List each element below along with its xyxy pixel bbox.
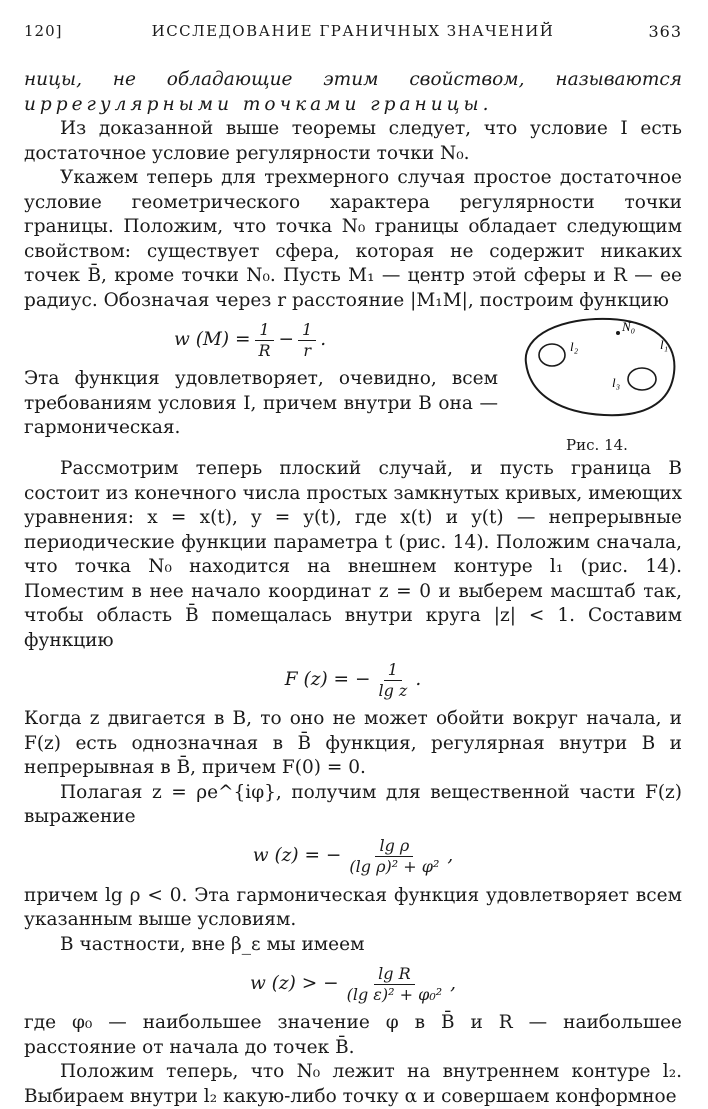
denominator: R (258, 340, 271, 360)
label-l1: l₁ (660, 337, 669, 352)
punctuation: . (415, 668, 422, 690)
denominator: (lg ε)² + φ₀² (346, 984, 443, 1004)
paragraph-9: В частности, вне β_ε мы имеем (60, 933, 365, 955)
numerator: 1 (298, 320, 316, 341)
formula-lhs: w (M) = (174, 328, 251, 350)
formula-lhs: F (z) = − (284, 668, 371, 690)
fraction (298, 320, 316, 361)
figure-14 (512, 313, 682, 457)
spaced-term: иррегулярными точками границы. (24, 93, 493, 115)
inner-contour-l3 (628, 368, 656, 390)
fraction (345, 836, 443, 877)
paragraph-8: причем lg ρ < 0. Эта гармоническая функция удовлетворяет всем указанным выше условиям. (24, 884, 682, 930)
section-number: 120] (24, 22, 63, 40)
formula-lhs: w (z) > − (249, 972, 339, 994)
label-n0: N₀ (622, 319, 636, 334)
contour-diagram (512, 313, 682, 423)
page-number: 363 (648, 22, 682, 41)
numerator: lg ρ (375, 836, 413, 857)
numerator: 1 (255, 320, 273, 341)
paragraph-3: Укажем теперь для трехмерного случая простое достаточное условие геометрического характера регулярности точки границы. Положим, что точка N₀ границы обладает следующим свойством: существует сфера, которая не содержит никаких точек B̄, кроме точки N₀. Пусть M₁ — центр этой сферы и R — ее радиус. Обозначая через r расстояние |M₁M|, построим функцию (24, 167, 682, 311)
label-l2: l₂ (570, 339, 579, 354)
running-header (24, 20, 682, 44)
punctuation: . (320, 328, 327, 350)
point-n0 (616, 331, 620, 335)
numerator: 1 (384, 660, 402, 681)
denominator: r (303, 340, 311, 360)
label-l3: l₃ (612, 375, 621, 390)
paragraph-1 (24, 68, 682, 117)
fraction (374, 660, 411, 701)
paragraph-5: Рассмотрим теперь плоский случай, и пусть граница B состоит из конечного числа простых замкнутых кривых, имеющих уравнения: x = x(t), y = y(t), где x(t) и y(t) — непрерывные периодические функции параметра t (рис. 14). Положим сначала, что точка N₀ находится на внешнем контуре l₁ (рис. 14). Поместим в нее начало координат z = 0 и выберем масштаб так, чтобы область B̄ помещалась внутри круга |z| < 1. Составим функцию (24, 458, 682, 651)
paragraph-10: где φ₀ — наибольшее значение φ в B̄ и R — наибольшее расстояние от начала до точек B̄. (24, 1012, 682, 1058)
paragraph-6: Когда z двигается в B, то оно не может обойти вокруг начала, и F(z) есть однозначная в B̄ функция, регулярная внутри B и непрерывная в B̄, причем F(0) = 0. (24, 708, 682, 778)
italic-text: ницы, не обладающие этим свойством, называются (24, 69, 682, 90)
inner-contour-l2 (539, 344, 565, 366)
paragraph-7: Полагая z = ρe^{iφ}, получим для вещественной части F(z) выражение (24, 781, 682, 827)
paragraph-4: Эта функция удовлетворяет, очевидно, всем требованиям условия I, причем внутри B она — гармоническая. (24, 368, 498, 438)
paragraph-2: Из доказанной выше теоремы следует, что условие I есть достаточное условие регулярности точки N₀. (24, 118, 682, 164)
figure-caption: Рис. 14. (566, 435, 628, 454)
punctuation: , (450, 972, 457, 994)
running-title: ИССЛЕДОВАНИЕ ГРАНИЧНЫХ ЗНАЧЕНИЙ (151, 22, 555, 40)
formula-w-m (24, 317, 498, 363)
fraction (254, 320, 274, 361)
formula-w-z (24, 834, 682, 880)
operator: − (278, 328, 295, 350)
formula-lhs: w (z) = − (252, 845, 342, 867)
formula-f-z (24, 657, 682, 703)
formula-inequality (24, 961, 682, 1007)
numerator: lg R (374, 964, 415, 985)
denominator: (lg ρ)² + φ² (349, 857, 440, 876)
outer-contour-l1 (526, 319, 675, 415)
denominator: lg z (378, 680, 408, 700)
paragraph-11: Положим теперь, что N₀ лежит на внутреннем контуре l₂. Выбираем внутри l₂ какую-либо точку α и совершаем конформное (24, 1061, 682, 1107)
fraction (343, 964, 447, 1005)
main-text (24, 68, 682, 1109)
punctuation: , (447, 845, 454, 867)
